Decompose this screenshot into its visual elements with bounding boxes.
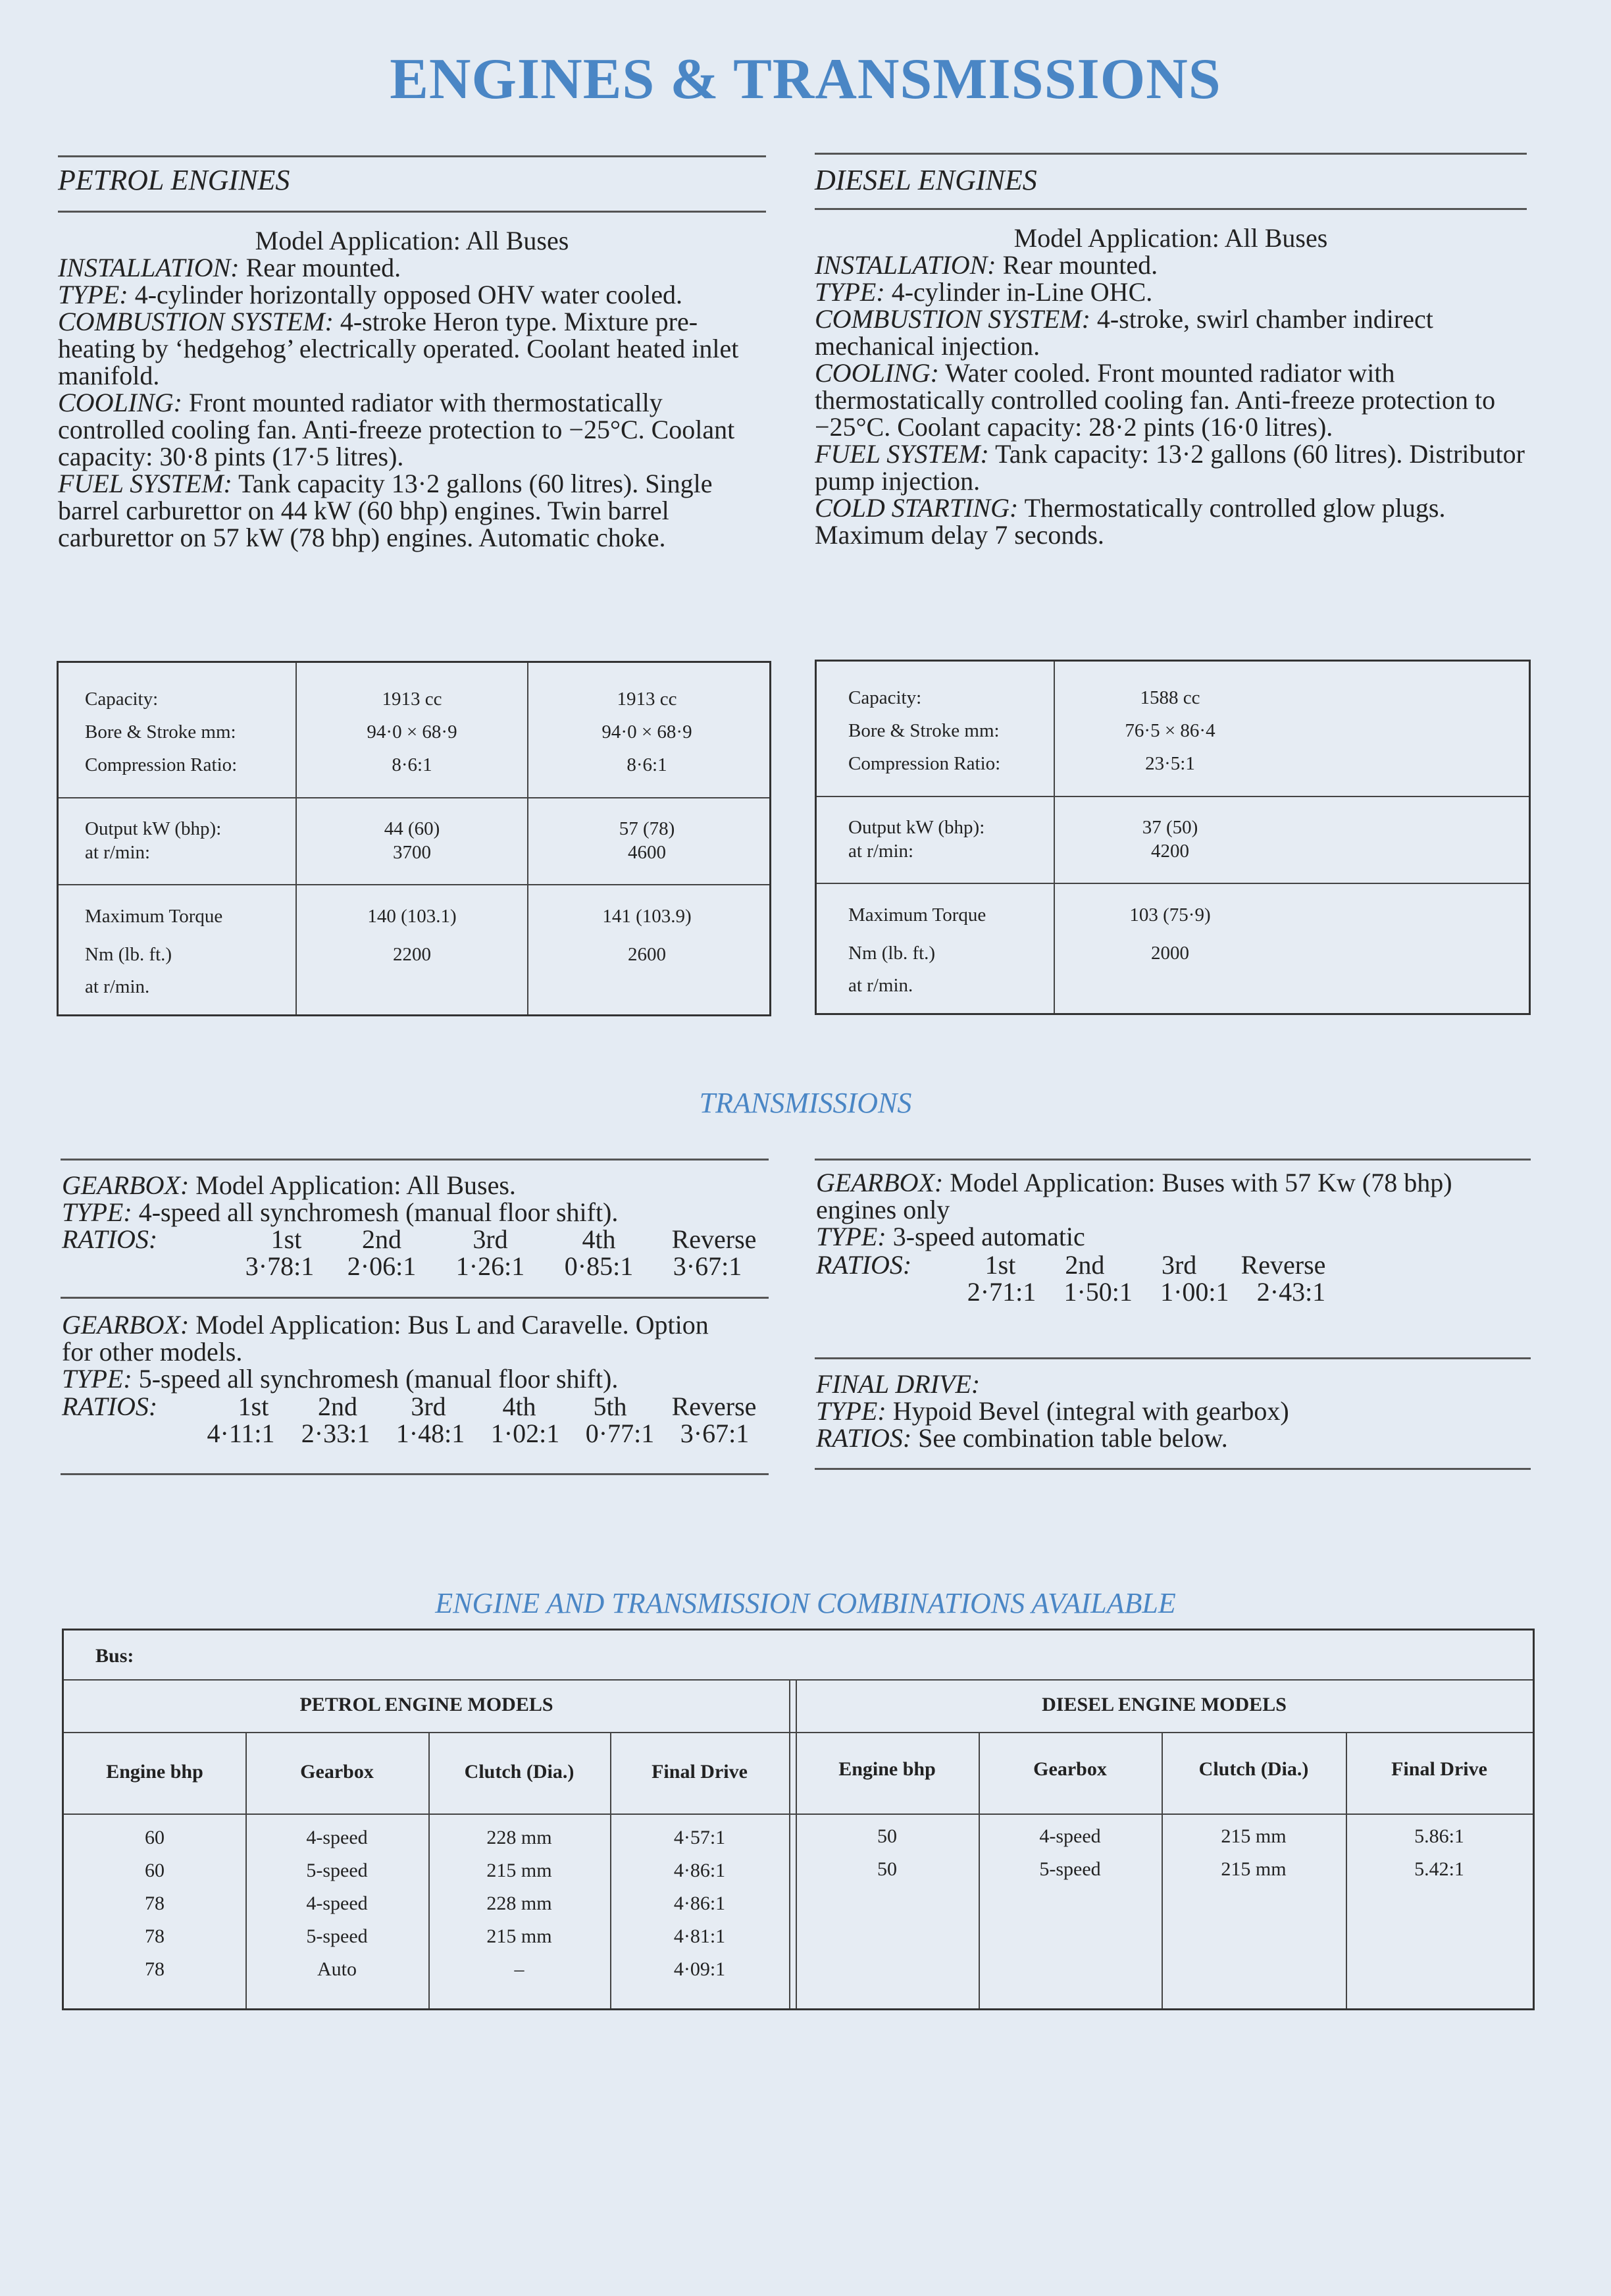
- petrol-engine-bhp-col: 60 60 78 78 78: [145, 1827, 165, 1980]
- diesel-models-header: DIESEL ENGINE MODELS: [1042, 1694, 1287, 1715]
- petrol-combustion: COMBUSTION SYSTEM: 4-stroke Heron type. Mixture pre-heating by ‘hedgehog’ electrically operated. Coolant heated inlet manifold.: [58, 307, 739, 390]
- petrol-table-labels-mid: Output kW (bhp): at r/min:: [85, 818, 222, 863]
- divider: [61, 1159, 769, 1161]
- divider: [61, 1297, 769, 1299]
- bus-label: Bus:: [95, 1645, 134, 1667]
- divider: [58, 155, 766, 157]
- column-header: Engine bhp: [106, 1761, 203, 1783]
- diesel-fuel-system: FUEL SYSTEM: Tank capacity: 13·2 gallons (60 litres). Distributor pump injection.: [815, 439, 1525, 496]
- petrol-type: TYPE: 4-cylinder horizontally opposed OHV water cooled.: [58, 280, 683, 309]
- diesel-heading: DIESEL ENGINES: [815, 164, 1037, 196]
- petrol-spec-text: [58, 227, 766, 551]
- divider: [58, 211, 766, 213]
- divider: [815, 1357, 1531, 1359]
- petrol-cooling: COOLING: Front mounted radiator with thermostatically controlled cooling fan. Anti-freeze protection to −25°C. Coolant capacity: 30·8 pints (17·5 litres).: [58, 388, 735, 471]
- gearbox-4speed-ratios-label: RATIOS:: [62, 1224, 158, 1254]
- petrol-fuel-system: FUEL SYSTEM: Tank capacity 13·2 gallons (60 litres). Single barrel carburettor on 44 kW (60 bhp) engines. Twin barrel carburettor on 57 kW (78 bhp) engines. Automatic choke.: [58, 469, 713, 552]
- divider: [815, 153, 1527, 155]
- final-drive: FINAL DRIVE: TYPE: Hypoid Bevel (integral with gearbox) RATIOS: See combination table below.: [816, 1369, 1289, 1453]
- petrol-col-57kw-torque: 141 (103.9) 2600: [602, 906, 692, 965]
- gearbox-4speed-gears: 1st 2nd 3rd 4th Reverse: [270, 1224, 757, 1254]
- combinations-heading: ENGINE AND TRANSMISSION COMBINATIONS AVAILABLE: [435, 1587, 1176, 1619]
- diesel-installation: INSTALLATION: Rear mounted.: [815, 250, 1158, 280]
- petrol-col-44kw-torque: 140 (103.1) 2200: [367, 906, 457, 965]
- petrol-col-44kw-output: 44 (60) 3700: [384, 818, 440, 863]
- petrol-spec-table: [57, 661, 771, 1016]
- gearbox-4speed-values: 3·78:1 2·06:1 1·26:1 0·85:1 3·67:1: [245, 1251, 742, 1281]
- petrol-col-57kw: 1913 cc 94·0 × 68·9 8·6:1: [601, 689, 692, 775]
- petrol-final-drive-col: 4·57:1 4·86:1 4·86:1 4·81:1 4·09:1: [673, 1827, 726, 1980]
- diesel-col-37kw: 1588 cc 76·5 × 86·4 23·5:1: [1125, 687, 1215, 774]
- diesel-type: TYPE: 4-cylinder in-Line OHC.: [815, 277, 1153, 307]
- column-header: Final Drive: [1391, 1758, 1487, 1780]
- petrol-col-44kw: 1913 cc 94·0 × 68·9 8·6:1: [367, 689, 457, 775]
- diesel-gearbox-col: 4-speed 5-speed: [1039, 1825, 1101, 1880]
- diesel-table-labels-mid: Output kW (bhp): at r/min:: [848, 817, 985, 862]
- column-header: Clutch (Dia.): [464, 1761, 575, 1783]
- petrol-gearbox-col: 4-speed 5-speed 4-speed 5-speed Auto: [306, 1827, 368, 1980]
- diesel-clutch-col: 215 mm 215 mm: [1221, 1825, 1287, 1880]
- column-header: Gearbox: [300, 1761, 374, 1783]
- gearbox-5speed-ratios-label: RATIOS:: [62, 1392, 158, 1421]
- combinations-table: [62, 1629, 1535, 2010]
- petrol-table-labels-bottom: Maximum Torque Nm (lb. ft.) at r/min.: [85, 906, 223, 997]
- divider: [815, 1159, 1531, 1161]
- divider: [815, 208, 1527, 210]
- page-title: ENGINES & TRANSMISSIONS: [390, 47, 1221, 111]
- diesel-col-37kw-output: 37 (50) 4200: [1142, 817, 1198, 862]
- transmissions-heading: TRANSMISSIONS: [699, 1087, 912, 1119]
- diesel-final-drive-col: 5.86:1 5.42:1: [1414, 1825, 1464, 1880]
- diesel-application: Model Application: All Buses: [1013, 223, 1328, 253]
- gearbox-4speed: GEARBOX: Model Application: All Buses. TYPE: 4-speed all synchromesh (manual floor shift).: [62, 1170, 619, 1227]
- petrol-table-labels-top: Capacity: Bore & Stroke mm: Compression Ratio:: [85, 689, 238, 775]
- gearbox-automatic: GEARBOX: Model Application: Buses with 57 Kw (78 bhp) engines only TYPE: 3-speed automatic: [816, 1168, 1452, 1251]
- diesel-col-37kw-torque: 103 (75·9) 2000: [1129, 904, 1211, 964]
- diesel-engine-bhp-col: 50 50: [877, 1825, 897, 1880]
- divider: [61, 1473, 769, 1475]
- diesel-spec-table: [815, 660, 1531, 1015]
- gearbox-automatic-gears: 1st 2nd 3rd Reverse: [984, 1250, 1326, 1280]
- diesel-cooling: COOLING: Water cooled. Front mounted radiator with thermostatically controlled cooling fan. Anti-freeze protection to −25°C. Coolant capacity: 28·2 pints (16·0 litres).: [815, 358, 1496, 442]
- gearbox-5speed-gears: 1st 2nd 3rd 4th 5th Reverse: [238, 1392, 757, 1421]
- column-header: Gearbox: [1033, 1758, 1107, 1780]
- diesel-combustion: COMBUSTION SYSTEM: 4-stroke, swirl chamber indirect mechanical injection.: [815, 304, 1433, 361]
- petrol-clutch-col: 228 mm 215 mm 228 mm 215 mm –: [486, 1827, 552, 1980]
- column-header: Final Drive: [652, 1761, 748, 1783]
- gearbox-automatic-values: 2·71:1 1·50:1 1·00:1 2·43:1: [967, 1277, 1326, 1307]
- divider: [815, 1468, 1531, 1470]
- petrol-installation: INSTALLATION: Rear mounted.: [58, 253, 401, 282]
- petrol-models-header: PETROL ENGINE MODELS: [299, 1694, 553, 1715]
- diesel-spec-text: [815, 224, 1527, 548]
- gearbox-automatic-ratios-label: RATIOS:: [816, 1250, 912, 1280]
- petrol-application: Model Application: All Buses: [255, 226, 569, 255]
- gearbox-5speed-values: 4·11:1 2·33:1 1·48:1 1·02:1 0·77:1 3·67:1: [207, 1419, 750, 1448]
- petrol-heading: PETROL ENGINES: [58, 164, 290, 196]
- diesel-table-labels-top: Capacity: Bore & Stroke mm: Compression Ratio:: [848, 687, 1001, 774]
- column-header: Clutch (Dia.): [1198, 1758, 1309, 1780]
- gearbox-5speed: GEARBOX: Model Application: Bus L and Caravelle. Option for other models. TYPE: 5-speed all synchromesh (manual floor shift).: [62, 1310, 709, 1394]
- diesel-table-labels-bottom: Maximum Torque Nm (lb. ft.) at r/min.: [848, 904, 986, 996]
- petrol-col-57kw-output: 57 (78) 4600: [619, 818, 675, 863]
- column-header: Engine bhp: [838, 1758, 936, 1780]
- diesel-cold-starting: COLD STARTING: Thermostatically controlled glow plugs. Maximum delay 7 seconds.: [815, 493, 1446, 550]
